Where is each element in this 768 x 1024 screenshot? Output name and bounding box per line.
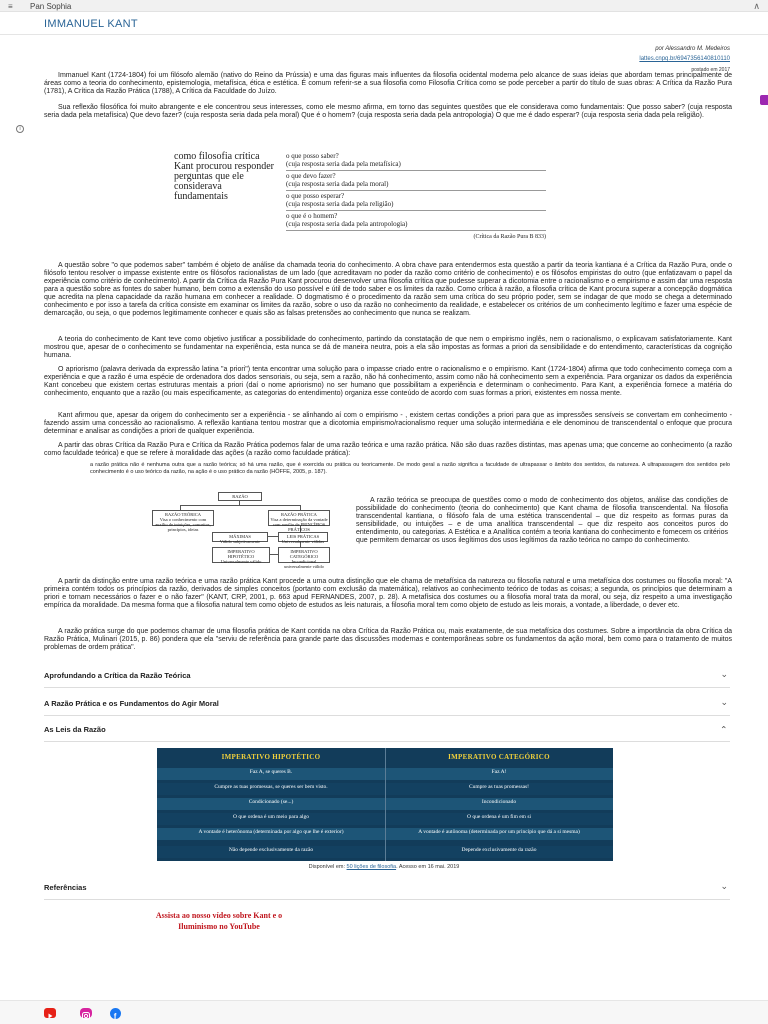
imperatives-cell-categorical: Incondicionado: [481, 799, 517, 805]
question-answer: (cuja resposta seria dada pela antropologia): [286, 220, 408, 228]
info-icon[interactable]: i: [16, 125, 24, 133]
cta-line-1: Assista ao nosso vídeo sobre Kant e o: [155, 911, 283, 920]
accordion-laws-of-reason[interactable]: [44, 720, 730, 742]
question-text: o que posso esperar?: [286, 192, 345, 200]
diagram-practice: [268, 510, 330, 532]
imperatives-cell-hypothetical: Condicionado (se...): [248, 799, 294, 805]
imperatives-header-categorical: IMPERATIVO CATEGÓRICO: [448, 753, 550, 761]
image-caption: [0, 864, 768, 870]
question-item: [286, 172, 546, 191]
question-text: o que é o homem?: [286, 212, 338, 220]
diagram-root: [218, 492, 262, 501]
intro-paragraph: Immanuel Kant (1724-1804) foi um filósofo alemão (nativo do Reino da Prússia) e uma das figuras mais influentes da filosofia ocidental moderna pelo alcance de suas ideias que abordam temas principalmente de áreas como a teoria do conhecimento, epistemologia, metafísica, ética e estética. É comum referir-se a sua filosofia como Filosofia Crítica como se pode perceber a partir do título de suas obras: A Crítica da Razão Pura (1781), A Crítica da Razão Prática (1788), A Crítica da Faculdade do Juízo.: [44, 72, 732, 95]
caption-source-link[interactable]: 50 lições de filosofia: [346, 864, 397, 870]
top-bar: [0, 0, 768, 12]
diagram-cat-text: Incondicional universalmente válido: [284, 559, 324, 569]
imperatives-cell-categorical: Cumpre as tuas promessas!: [468, 784, 530, 790]
imperatives-cell-hypothetical: Cumpre as tuas promessas, se queres ser bem visto.: [214, 784, 328, 790]
question-item: [286, 212, 546, 231]
metaphysics-paragraph: A partir da distinção entre uma razão teórica e uma razão prática Kant procede a uma outra distinção que ele chama de metafísica da natureza ou filosofia natural e uma metafísica dos costumes ou filosofia moral: "A primeira contém todos os princípios da razão, derivados de simples conceitos (portanto com exclusão da matemática), relativos ao conhecimento teórico de todas as coisas; a segunda, os princípios que determinam a priori e tornam necessários o fazer e o não fazer" (KANT, CRP, 2001, p. 663 apud FERNANDES, 2007, p. 28). A metafísica dos costumes ou a filosofia moral trata da moral, ou seja, diz respeito a uma investigação empírica da moralidade. Da mesma forma que a filosofia natural tem como objeto de estudos as leis naturais, a filosofia moral tem como objeto de estudo as leis morais, a vontade, a liberdade, o dever etc.: [44, 578, 732, 609]
diagram-maxims: [212, 532, 268, 542]
chevron-up-icon[interactable]: ⌄: [720, 724, 728, 734]
side-tab-icon[interactable]: [760, 95, 768, 105]
questions-table: [170, 148, 552, 248]
imperatives-cell-categorical: A vontade é autônoma (determinada por um princípio que dá a si mesma): [418, 829, 580, 835]
cta-line-2: Iluminismo no YouTube: [178, 922, 260, 931]
title-divider: [0, 34, 768, 35]
knowledge-paragraph: A teoria do conhecimento de Kant teve como objetivo justificar a possibilidade do conhecimento, partindo da constatação de que nem o empirismo inglês, nem o racionalismo, o explicavam satisfatoriamente. Kant mostrou que, apesar de o conhecimento se fundamentar na experiência, esta nunca se dá de maneira neutra, pois a ela são impostas as formas a priori da sensibilidade e do entendimento, características da cognição humana.: [44, 336, 732, 359]
diagram-laws: [278, 532, 328, 542]
diagram-practice-title: RAZÃO PRÁTICA: [281, 512, 317, 517]
youtube-video-link[interactable]: [84, 910, 354, 932]
question-item: [286, 152, 546, 171]
diagram-categorical: [278, 547, 330, 569]
imperatives-cell-categorical: Faz A!: [491, 769, 507, 775]
diagram-theory-title: RAZÃO TEÓRICA: [164, 512, 202, 517]
page-title: IMMANUEL KANT: [44, 18, 138, 30]
transcendental-paragraph: Kant afirmou que, apesar da origem do conhecimento ser a experiência - se alinhando aí com o empirismo - , existem certas condições a priori para que as impressões sensíveis se convertam em conhecimento - fazendo assim uma concessão ao racionalismo. A reflexão kantiana tentou mostrar que a dicotomia empirismo/racionalismo requer uma solução intermediária e ele denominou de transcendental o enfoque que procura determinar e analisar as condições a priori de qualquer experiência.: [44, 412, 732, 435]
diagram-practice-text: Visa a determinação da vontade com auxílio de PRINCÍPIOS PRÁTICOS: [270, 517, 328, 532]
imperatives-cell-hypothetical: Não depende exclusivamente da razão: [228, 847, 314, 853]
question-answer: (cuja resposta seria dada pela metafísica): [286, 160, 401, 168]
questions-paragraph: Sua reflexão filosófica foi muito abrangente e ele concentrou seus interesses, como ele mesmo afirma, em torno das seguintes questões que ele considerava como fundamentais: Que posso saber? (cuja resposta seria dada pela metafísica) Que devo fazer? (cuja resposta seria dada pela moral) Que é o homem? (cuja resposta seria dada pela antropologia) O que me é dado esperar? (cuja resposta seria dada pela religião).: [44, 104, 732, 119]
diagram-maxims-text: Válido subjetivamente: [219, 539, 261, 544]
diagram-maxims-title: MÁXIMAS: [229, 534, 251, 539]
site-name[interactable]: Pan Sophia: [30, 2, 72, 11]
facebook-icon[interactable]: [110, 1008, 121, 1019]
imperatives-cell-categorical: O que ordena é um fim em si: [467, 814, 531, 820]
imperatives-column-divider: [385, 748, 386, 861]
diagram-hyp-title: IMPERATIVO HIPOTÉTICO: [227, 549, 255, 559]
post-date: postado em 2017: [691, 67, 730, 73]
question-item: [286, 192, 546, 211]
accordion-references[interactable]: [44, 878, 730, 900]
practical-reason-paragraph: A razão prática surge do que podemos chamar de uma filosofia prática de Kant contida na obra Crítica da Razão Prática ou, mais exatamente, de sua metafísica dos costumes. Sobre a importância da obra Crítica da Razão Prática, Mulinari (2015, p. 86) pondera que ela "serviu de referência para grande parte das discussões modernas e contemporâneas sobre os fundamentos da ação moral, bem como para o tratamento de muitos problemas de ordem prática".: [44, 628, 732, 651]
accordion-label: Referências: [44, 883, 87, 892]
apriorism-paragraph: O apriorismo (palavra derivada da expressão latina "a priori") tenta encontrar uma solução para o impasse criado entre o racionalismo e o empirismo. Kant (1724-1804) afirma que todo conhecimento começa com a experiência e que a razão é uma espécie de ordenadora dos dados sensoriais, ou seja, sem a razão, não há conhecimento, assim como não há conhecimento sem a experiência. Para organizar os dados da experiência Kant concebeu que existem certas estruturas mentais a priori (daí o nome apriorismo) no ser humano que possibilitam a experiência e determinam o conhecimento. Para Kant, a experiência fornece a matéria do conhecimento, enquanto que a razão (ou mais especificamente, as categorias do entendimento) organiza esse conteúdo de acordo com suas formas a priori, existentes em nossa mente.: [44, 366, 732, 397]
accordion-label: Aprofundando a Crítica da Razão Teórica: [44, 671, 191, 680]
question-text: o que posso saber?: [286, 152, 339, 160]
reason-paragraph: A partir das obras Crítica da Razão Pura e Crítica da Razão Prática podemos falar de uma razão teórica e uma razão prática. Não são duas razões distintas, mas apenas uma; que concerne ao conhecimento (a razão como faculdade teórica) e que se refere à moralidade das ações (a razão como faculdade prática):: [44, 442, 732, 457]
question-answer: (cuja resposta seria dada pela moral): [286, 180, 389, 188]
instagram-icon[interactable]: [80, 1008, 92, 1018]
diagram-laws-title: LEIS PRÁTICAS: [286, 534, 320, 539]
imperatives-cell-categorical: Depende exclusivamente da razão: [461, 847, 537, 853]
questions-source: (Crítica da Razão Pura B 833): [473, 234, 546, 240]
imperatives-cell-hypothetical: O que ordena é um meio para algo: [233, 814, 309, 820]
diagram-connector: [180, 505, 300, 506]
imperatives-cell-hypothetical: Faz A, se queres B.: [249, 769, 293, 775]
question-answer: (cuja resposta seria dada pela religião): [286, 200, 394, 208]
theory-paragraph: A questão sobre "o que podemos saber" também é objeto de análise da chamada teoria do conhecimento. A obra chave para entendermos esta questão a partir da teoria kantiana é a Crítica da Razão Pura, onde o filósofo tentou resolver o impasse existente entre os filósofos racionalistas de um lado (que acreditavam no poder da razão como critério de conhecimento) e os filósofos empiristas do outro (que enfatizavam o papel da experiência como critério de conhecimento). A partir da Crítica da Razão Pura Kant procurou desenvolver uma filosofia crítica que pudesse superar a dicotomia entre o racionalismo e o empirismo e assim dar uma resposta para a questão sobre as fontes do saber humano, bem como a extensão do uso possível e útil de todo saber e os limites da razão. Como crítica à razão, a filosofia crítica de Kant procura superar a concepção dogmática que acredita na plena capacidade da razão humana em conhecer a realidade. O dogmatismo é o procedimento da razão sem uma crítica do seu próprio poder, sem se indagar de que modo se chega a determinado conhecimento e por isso a tarefa da crítica consiste em examinar os limites da razão, sobre o uso da razão no conhecimento da realidade, e estabelecer os critérios de um conhecimento legítimo e fazer uma espécie de demarcação, ou seja, o que podemos legitimamente conhecer e quais são as falsas pretensões ao conhecimento que nunca se realizam.: [44, 262, 732, 317]
diagram-hypothetical: [212, 547, 270, 563]
questions-table-label: como filosofia crítica Kant procurou responder perguntas que ele considerava fundamentais: [174, 151, 274, 202]
imperatives-cell-hypothetical: A vontade é heterônoma (determinada por algo que lhe é exterior): [198, 829, 344, 835]
author-credit: por Alessandro M. Medeiros: [655, 46, 730, 52]
diagram-connector: [268, 536, 278, 537]
caption-prefix: Disponível em:: [308, 864, 346, 870]
accordion-label: As Leis da Razão: [44, 725, 106, 734]
chevron-down-icon[interactable]: ⌄: [720, 697, 728, 707]
caption-suffix: . Acesso em 16 mai. 2019: [396, 864, 460, 870]
diagram-hyp-text: Universalmente válido: [220, 559, 262, 564]
imperatives-table: [157, 748, 613, 861]
author-lattes-link[interactable]: lattes.cnpq.br/6947356140810110: [639, 56, 730, 62]
footer: [0, 1000, 768, 1024]
diagram-root-label: RAZÃO: [232, 494, 248, 499]
theoretical-reason-paragraph: A razão teórica se preocupa de questões como o modo de conhecimento dos objetos, análise das condições de possibilidade do conhecimento (teoria do conhecimento) que Kant chama de filosofia transcendental. Na filosofia transcendental kantiana, o filósofo fala de uma estética transcendental – que diz respeito as formas puras da sensibilidade, ou intuições – e de uma analítica transcendental – que diz respeito aos conceitos puros do entendimento, ou categorias. A Estética e a Analítica contém a teoria kantiana do conhecimento e fornecem os critérios que permitem demarcar os usos ilegítimos dos usos legítimos da razão teórica no campo do conhecimento.: [356, 497, 728, 544]
chevron-down-icon[interactable]: ⌄: [720, 881, 728, 891]
question-text: o que devo fazer?: [286, 172, 336, 180]
hoffe-quote: a razão prática não é nenhuma outra que a razão teórica; só há uma razão, que é exercida ou prática ou teoricamente. De modo geral a razão significa a faculdade de ultrapassar o âmbito dos sentidos, da natureza. A ultrapassagem dos sentidos pelo conhecimento é o uso teórico da razão, na ação é o uso prático da razão (HÖFFE, 2005, p. 187).: [90, 462, 730, 475]
diagram-cat-title: IMPERATIVO CATEGÓRICO: [289, 549, 319, 559]
diagram-connector: [270, 554, 278, 555]
chevron-down-icon[interactable]: ⌄: [720, 669, 728, 679]
menu-icon[interactable]: ≡: [8, 2, 13, 11]
diagram-laws-text: Universalmente válidas: [281, 539, 325, 544]
diagram-theory: [152, 510, 214, 532]
youtube-icon[interactable]: [44, 1008, 56, 1018]
svg-text:f: f: [113, 1012, 117, 1021]
diagram-theory-text: Visa o conhecimento com auxílio de intuições, conceitos, princípios, ideias: [155, 517, 211, 532]
imperatives-header-hypothetical: IMPERATIVO HIPOTÉTICO: [221, 753, 321, 761]
collapse-icon[interactable]: ∧: [753, 1, 760, 11]
reason-diagram: [150, 492, 330, 568]
accordion-practical-reason[interactable]: [44, 694, 730, 716]
accordion-theoretical-critique[interactable]: [44, 666, 730, 688]
accordion-label: A Razão Prática e os Fundamentos do Agir Moral: [44, 699, 219, 708]
questions-list: [286, 152, 546, 232]
